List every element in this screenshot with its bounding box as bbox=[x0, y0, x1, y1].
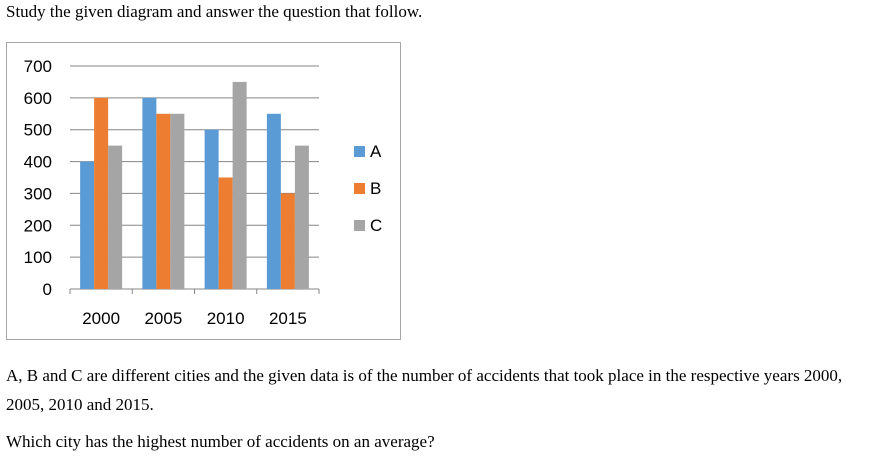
bar-c-2000 bbox=[108, 146, 122, 289]
question-text: Which city has the highest number of accidents on an average? bbox=[6, 432, 435, 451]
x-tick-label: 2000 bbox=[82, 309, 121, 328]
instruction-text: Study the given diagram and answer the question that follow. bbox=[6, 2, 423, 21]
legend-label-a: A bbox=[370, 142, 382, 161]
y-tick-label: 300 bbox=[23, 184, 52, 204]
legend-swatch-b bbox=[354, 183, 365, 194]
y-tick-label: 0 bbox=[42, 280, 52, 299]
bar-b-2005 bbox=[156, 114, 170, 289]
chart-container bbox=[6, 42, 401, 340]
bar-c-2015 bbox=[295, 146, 309, 289]
bar-a-2010 bbox=[205, 130, 219, 289]
legend-label-c: C bbox=[370, 216, 383, 235]
bar-chart bbox=[7, 43, 402, 341]
x-tick-label: 2010 bbox=[206, 309, 245, 328]
y-tick-label: 100 bbox=[23, 248, 52, 268]
legend-label-b: B bbox=[370, 179, 382, 198]
bar-b-2015 bbox=[281, 193, 295, 289]
bar-a-2000 bbox=[80, 162, 94, 289]
description-paragraph: A, B and C are different cities and the given data is of the number of accidents that took place in the respective years 2000, 2005, 2010 and 2015. bbox=[6, 366, 843, 414]
y-tick-label: 400 bbox=[23, 152, 52, 172]
y-tick-label: 500 bbox=[23, 120, 52, 140]
legend-swatch-a bbox=[354, 146, 365, 157]
y-tick-label: 200 bbox=[23, 216, 52, 236]
bar-c-2010 bbox=[233, 82, 247, 289]
bar-c-2005 bbox=[170, 114, 184, 289]
y-tick-label: 700 bbox=[23, 57, 52, 76]
bar-b-2000 bbox=[94, 98, 108, 289]
y-tick-label: 600 bbox=[23, 88, 52, 108]
bar-a-2005 bbox=[142, 98, 156, 289]
legend-swatch-c bbox=[354, 220, 365, 231]
x-tick-label: 2015 bbox=[268, 309, 307, 328]
bar-b-2010 bbox=[219, 178, 233, 290]
bar-a-2015 bbox=[267, 114, 281, 289]
x-tick-label: 2005 bbox=[144, 309, 183, 328]
